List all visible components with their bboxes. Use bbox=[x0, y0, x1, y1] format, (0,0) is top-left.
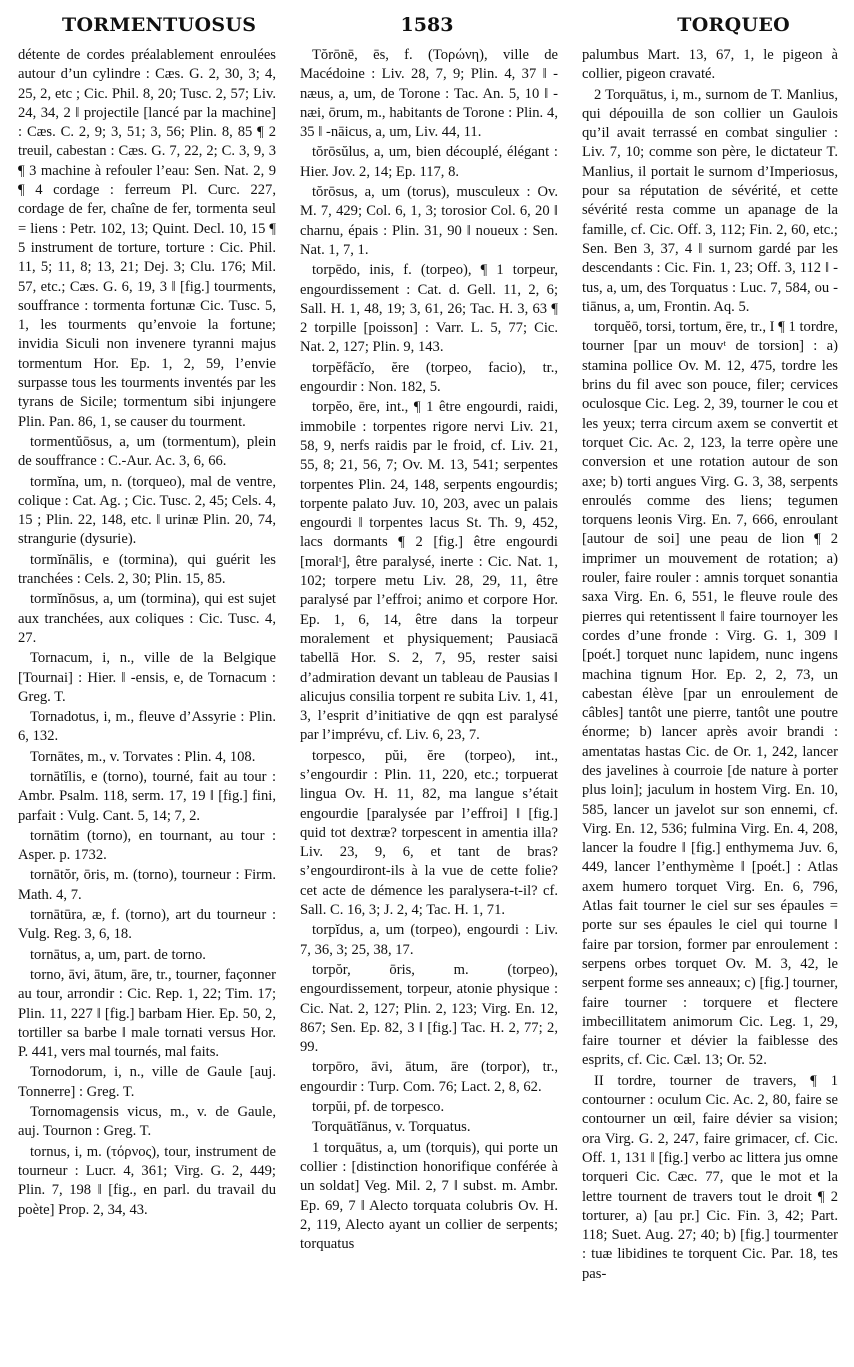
right-running-headword: TORQUEO bbox=[677, 14, 790, 36]
dictionary-entry: Torquātĭānus, v. Torquatus. bbox=[312, 1119, 471, 1136]
dictionary-entry: Tornātes, m., v. Torvates : Plin. 4, 108. bbox=[30, 748, 256, 765]
dictionary-entry: tornātim (torno), en tournant, au tour : Asper. p. 1732. bbox=[18, 827, 276, 864]
dictionary-entry: tŏrōsus, a, um (torus), musculeux : Ov. M. 7, 429; Col. 6, 1, 3; torosior Col. 6, 20 ‖ charnu, épais : Plin. 31, 90 ‖ noueux : Sen. Nat. 1, 7, 1. bbox=[300, 184, 558, 258]
dictionary-entry: 2 Torquātus, i, m., surnom de T. Manlius, qui dépouilla de son collier un Gaulois qu’il avait terrassé en combat singulier : Liv. 7, 10; comme son père, le dictateur T. Manlius, il portait le surnom d’Imperiosus, pour sa réputation de sévérité, et cette sévérité resta comme un apanage de la famille, cf. Cic. Off. 3, 112; Fin. 2, 60, etc.; Sen. Ben 3, 37, 4 ‖ surnom gardé par les descendants : Cic. Fin. 1, 23; Off. 3, 112 ‖ -tus, a, um, des Torquatus : Luc. 7, 584, ou -tiānus, a, um, Frontin. Aq. 5. bbox=[582, 86, 838, 315]
dictionary-entry: 1 torquātus, a, um (torquis), qui porte un collier : [distinction honorifique conférée à un soldat] Veg. Mil. 2, 7 ‖ subst. m. Ambr. Ep. 69, 7 ‖ Alecto torquata colubris Ov. H. 2, 119, Alecto ayant un collier de serpents; torquatus bbox=[300, 1139, 558, 1253]
dictionary-entry: Tornodorum, i, n., ville de Gaule [auj. Tonnerre] : Greg. T. bbox=[18, 1064, 276, 1100]
dictionary-entry: Tornadotus, i, m., fleuve d’Assyrie : Plin. 6, 132. bbox=[18, 709, 276, 745]
dictionary-entry: Tŏrōnē, ēs, f. (Τορώνη), ville de Macédoine : Liv. 28, 7, 9; Plin. 4, 37 ‖ -næus, a, um, de Torone : Tac. An. 5, 10 ‖ -næi, ōrum, m., habitants de Torone : Plin. 4, 35 ‖ -nāicus, a, um, Liv. 44, 11. bbox=[300, 47, 558, 141]
column-3 bbox=[582, 46, 838, 1358]
dictionary-entry: détente de cordes préalablement enroulées autour d’un cylindre : Cæs. G. 2, 30, 3; 4, 25, 2, etc ; Cic. Phil. 8, 20; Tusc. 2, 57; Liv. 24, 34, 2 ‖ projectile [lancé par la machine] : Cæs. C. 2, 9; 3, 51; 3, 56; Plin. 8, 85 ¶ 2 treuil, cabestan : Cæs. G. 7, 22, 2; C. 3, 9, 3 ¶ 3 machine à refouler l’eau: Sen. Nat. 2, 9 ¶ 4 cordage : ferreum Pl. Curc. 227, cordage de fer, chaîne de fer, tormenta seul = liens : Petr. 102, 13; Quint. Decl. 10, 15 ¶ 5 instrument de torture, torture : Cic. Phil. 11, 5; 11, 8; 13, 21; Dej. 3; Clu. 176; Mil. 57, etc.; Cæs. G. 6, 19, 3 ‖ [fig.] tourments, souffrance : tormenta fortunæ Cic. Tusc. 5, 1, les tourments qu’envoie la fortune; invidia Siculi non invenere tyranni majus tormentum Hor. Ep. 1, 2, 59, l’envie surpasse tous les tourments inventés par les tyrans de Sicile; tormentum sibi injungere Plin. Pan. 86, 1, se causer du tourment. bbox=[18, 47, 276, 430]
dictionary-entry: II tordre, tourner de travers, ¶ 1 contourner : oculum Cic. Ac. 2, 80, faire se contourner un œil, faire dévier sa vision; ora Virg. G. 2, 247, faire grimacer, cf. Cic. Off. 1, 131 ‖ [fig.] verbo ac littera jus omne torqueri Cic. Cæc. 77, que le mot et la lettre tournent de travers tout le droit ¶ 2 torturer, a) [au pr.] Cic. Fin. 3, 42; Part. 118; Suet. Aug. 27; 40; b) [fig.] tourmenter : tuæ libidines te torquent Cic. Par. 18, tes pas- bbox=[582, 1072, 838, 1282]
column-1 bbox=[18, 46, 276, 1358]
dictionary-entry: torpĕo, ēre, int., ¶ 1 être engourdi, raidi, immobile : torpentes rigore nervi Liv. 21, 58, 9, nerfs raidis par le froid, cf. Liv. 21, 55, 8; 21, 56, 7; Ov. M. 13, 541; serpentes torpentes Plin. 24, 148, serpents engourdis; torpente palato Juv. 10, 203, avec un palais engourdi ‖ torpentes lacus St. Th. 9, 452, lacs dormants ¶ 2 [fig.] être engourdi [moralᵗ], être paralysé, inerte : Cic. Nat. 1, 102; torpere metu Liv. 28, 29, 11, être paralysé par l’effroi; animo et corpore Hor. Ep. 1, 6, 14, être dans la torpeur moralement et physiquement; Pausiacā tabellā Hor. S. 2, 7, 95, rester saisi d’admiration devant un tableau de Pausias ‖ alicujus consilia torpent re subita Liv. 1, 41, 3, l’esprit d’initiative de qqn est paralysé par l’imprévu, cf. Liv. 6, 23, 7. bbox=[300, 399, 558, 744]
dictionary-entry: tornus, i, m. (τόρνος), tour, instrument de tourneur : Lucr. 4, 361; Virg. G. 2, 449; Plin. 7, 198 ‖ [fig., en parl. du travail du poète] Prop. 2, 34, 43. bbox=[18, 1143, 276, 1218]
dictionary-entry: tornātĭlis, e (torno), tourné, fait au tour : Ambr. Psalm. 118, serm. 17, 19 ‖ [fig.] fini, parfait : Vulg. Cant. 5, 14; 7, 2. bbox=[18, 768, 276, 824]
dictionary-entry: tormĭnālis, e (tormina), qui guérit les tranchées : Cels. 2, 30; Plin. 15, 85. bbox=[18, 551, 276, 588]
dictionary-entry: tormentŭōsus, a, um (tormentum), plein de souffrance : C.-Aur. Ac. 3, 6, 66. bbox=[18, 433, 276, 470]
dictionary-entry: tŏrōsŭlus, a, um, bien découplé, élégant : Hier. Jov. 2, 14; Ep. 117, 8. bbox=[300, 144, 558, 180]
dictionary-entry: tornātus, a, um, part. de torno. bbox=[30, 946, 206, 963]
dictionary-entry: torpēdo, inis, f. (torpeo), ¶ 1 torpeur, engourdissement : Cat. d. Gell. 11, 2, 6; Sall. H. 1, 48, 19; 3, 61, 26; Tac. H. 3, 63 ¶ 2 torpille [poisson] : Varr. L. 5, 77; Cic. Nat. 2, 127; Plin. 9, 143. bbox=[300, 262, 558, 356]
dictionary-entry: Tornacum, i, n., ville de la Belgique [Tournai] : Hier. ‖ -ensis, e, de Tornacum : Greg. T. bbox=[18, 650, 276, 705]
dictionary-entry: tormĭna, um, n. (torqueo), mal de ventre, colique : Cat. Ag. ; Cic. Tusc. 2, 45; Cels. 4, 15 ; Plin. 22, 148, etc. ‖ urinæ Plin. 20, 74, strangurie (dysurie). bbox=[18, 473, 276, 548]
dictionary-entry: torpŏr, ōris, m. (torpeo), engourdissement, torpeur, atonie physique : Cic. Nat. 2, 127; Plin. 2, 123; Virg. En. 12, 867; Sen. Ep. 82, 3 ‖ [fig.] Tac. H. 2, 77; 2, 99. bbox=[300, 961, 558, 1056]
left-running-headword: TORMENTUOSUS bbox=[62, 14, 257, 36]
dictionary-entry: torpŭi, pf. de torpesco. bbox=[312, 1099, 445, 1116]
page-header bbox=[0, 6, 854, 40]
dictionary-entry: palumbus Mart. 13, 67, 1, le pigeon à collier, pigeon cravaté. bbox=[582, 47, 838, 83]
dictionary-entry: torpĕfăcĭo, ĕre (torpeo, facio), tr., engourdir : Non. 182, 5. bbox=[300, 359, 558, 396]
dictionary-entry: torno, āvi, ātum, āre, tr., tourner, façonner au tour, arrondir : Cic. Rep. 1, 22; Tim. 17; Plin. 11, 227 ‖ [fig.] barbam Hier. Ep. 50, 2, tortiller sa barbe ‖ male tornati versus Hor. P. 441, vers mal tournés, mal faits. bbox=[18, 966, 276, 1061]
dictionary-entry: torpōro, āvi, ātum, āre (torpor), tr., engourdir : Turp. Com. 76; Lact. 2, 8, 62. bbox=[300, 1059, 558, 1095]
dictionary-entry: torpĭdus, a, um (torpeo), engourdi : Liv. 7, 36, 3; 25, 38, 17. bbox=[300, 922, 558, 958]
dictionary-entry: tormĭnōsus, a, um (tormina), qui est sujet aux tranchées, aux coliques : Cic. Tusc. 4, 27. bbox=[18, 591, 276, 646]
column-2 bbox=[300, 46, 558, 1358]
dictionary-entry: tornātŏr, ōris, m. (torno), tourneur : Firm. Math. 4, 7. bbox=[18, 867, 276, 903]
dictionary-entry: Tornomagensis vicus, m., v. de Gaule, auj. Tournon : Greg. T. bbox=[18, 1104, 276, 1140]
dictionary-entry: torpesco, pŭi, ĕre (torpeo), int., s’engourdir : Plin. 11, 220, etc.; torpuerat lingua Ov. H. 11, 82, ma langue s’était engourdie [paralysée par l’effroi] ‖ [fig.] quid tot dextræ? torpescent in amentia illa? Liv. 23, 9, 6, et tant de bras? s’engourdiront-ils à la vue de cette folie? cet acte de démence les paralysera-t-il? cf. Sall. C. 16, 3; J. 2, 4; Tac. H. 1, 71. bbox=[300, 747, 558, 919]
dictionary-entry: torquĕō, torsi, tortum, ēre, tr., I ¶ 1 tordre, tourner [par un mouvᵗ de torsion] : a) stamina pollice Ov. M. 12, 475, tordre les brins du fil avec son pouce, filer; cervices oculosque Cic. Leg. 2, 39, tourner le cou et les yeux; terra circum axem se convertit et torquet Cic. Ac. 2, 123, la terre opère une conversion et une rotation autour de son axe; b) torti angues Virg. G. 3, 38, serpents enroulés comme des liens; tegumen torquens leonis Virg. En. 7, 666, enroulant [autour de soi] une peau de lion ¶ 2 imprimer un mouvement de rotation; a) rouler, faire rouler : amnis torquet sonantia saxa Virg. En. 6, 551, le fleuve roule des pierres qui retentissent ‖ faire tournoyer les cordes d’une fronde : Virg. G. 1, 309 ‖ [poét.] torquet nunc lapidem, nunc ingens machina tignum Hor. Ep. 2, 2, 73, un cabestan élève [par un enroulement de câbles] tantôt une pierre, tantôt une poutre énorme; b) lancer après avoir brandi : amentatas hastas Cic. de Or. 1, 242, lancer des javelines à courroie [de nature à porter plus loin]; jaculum in hostem Virg. En. 10, 585, lancer un javelot sur son ennemi, cf. Virg. En. 12, 536; fulmina Virg. En. 4, 208, lancer la foudre ‖ [fig.] enthymema Juv. 6, 449, lancer l’enthymème ‖ [poét.] : Atlas axem humero torquet Virg. En. 6, 796, Atlas fait tourner le ciel sur ses épaules = porte sur ses épaules le ciel qui tourne ‖ faire par torsion, former par enroulement : serpens orbes torquet Ov. M. 3, 42, le serpent forme ses anneaux; c) [fig.] tourner, faire tourner : torquere et flectere imbecillitatem animorum Cic. Leg. 1, 29, faire tourner et dévier la faiblesse des esprits, cf. Cic. Cæl. 13; Or. 52. bbox=[582, 319, 838, 1069]
dictionary-entry: tornātūra, æ, f. (torno), art du tourneur : Vulg. Reg. 3, 6, 18. bbox=[18, 907, 276, 943]
page-number: 1583 bbox=[400, 14, 454, 36]
